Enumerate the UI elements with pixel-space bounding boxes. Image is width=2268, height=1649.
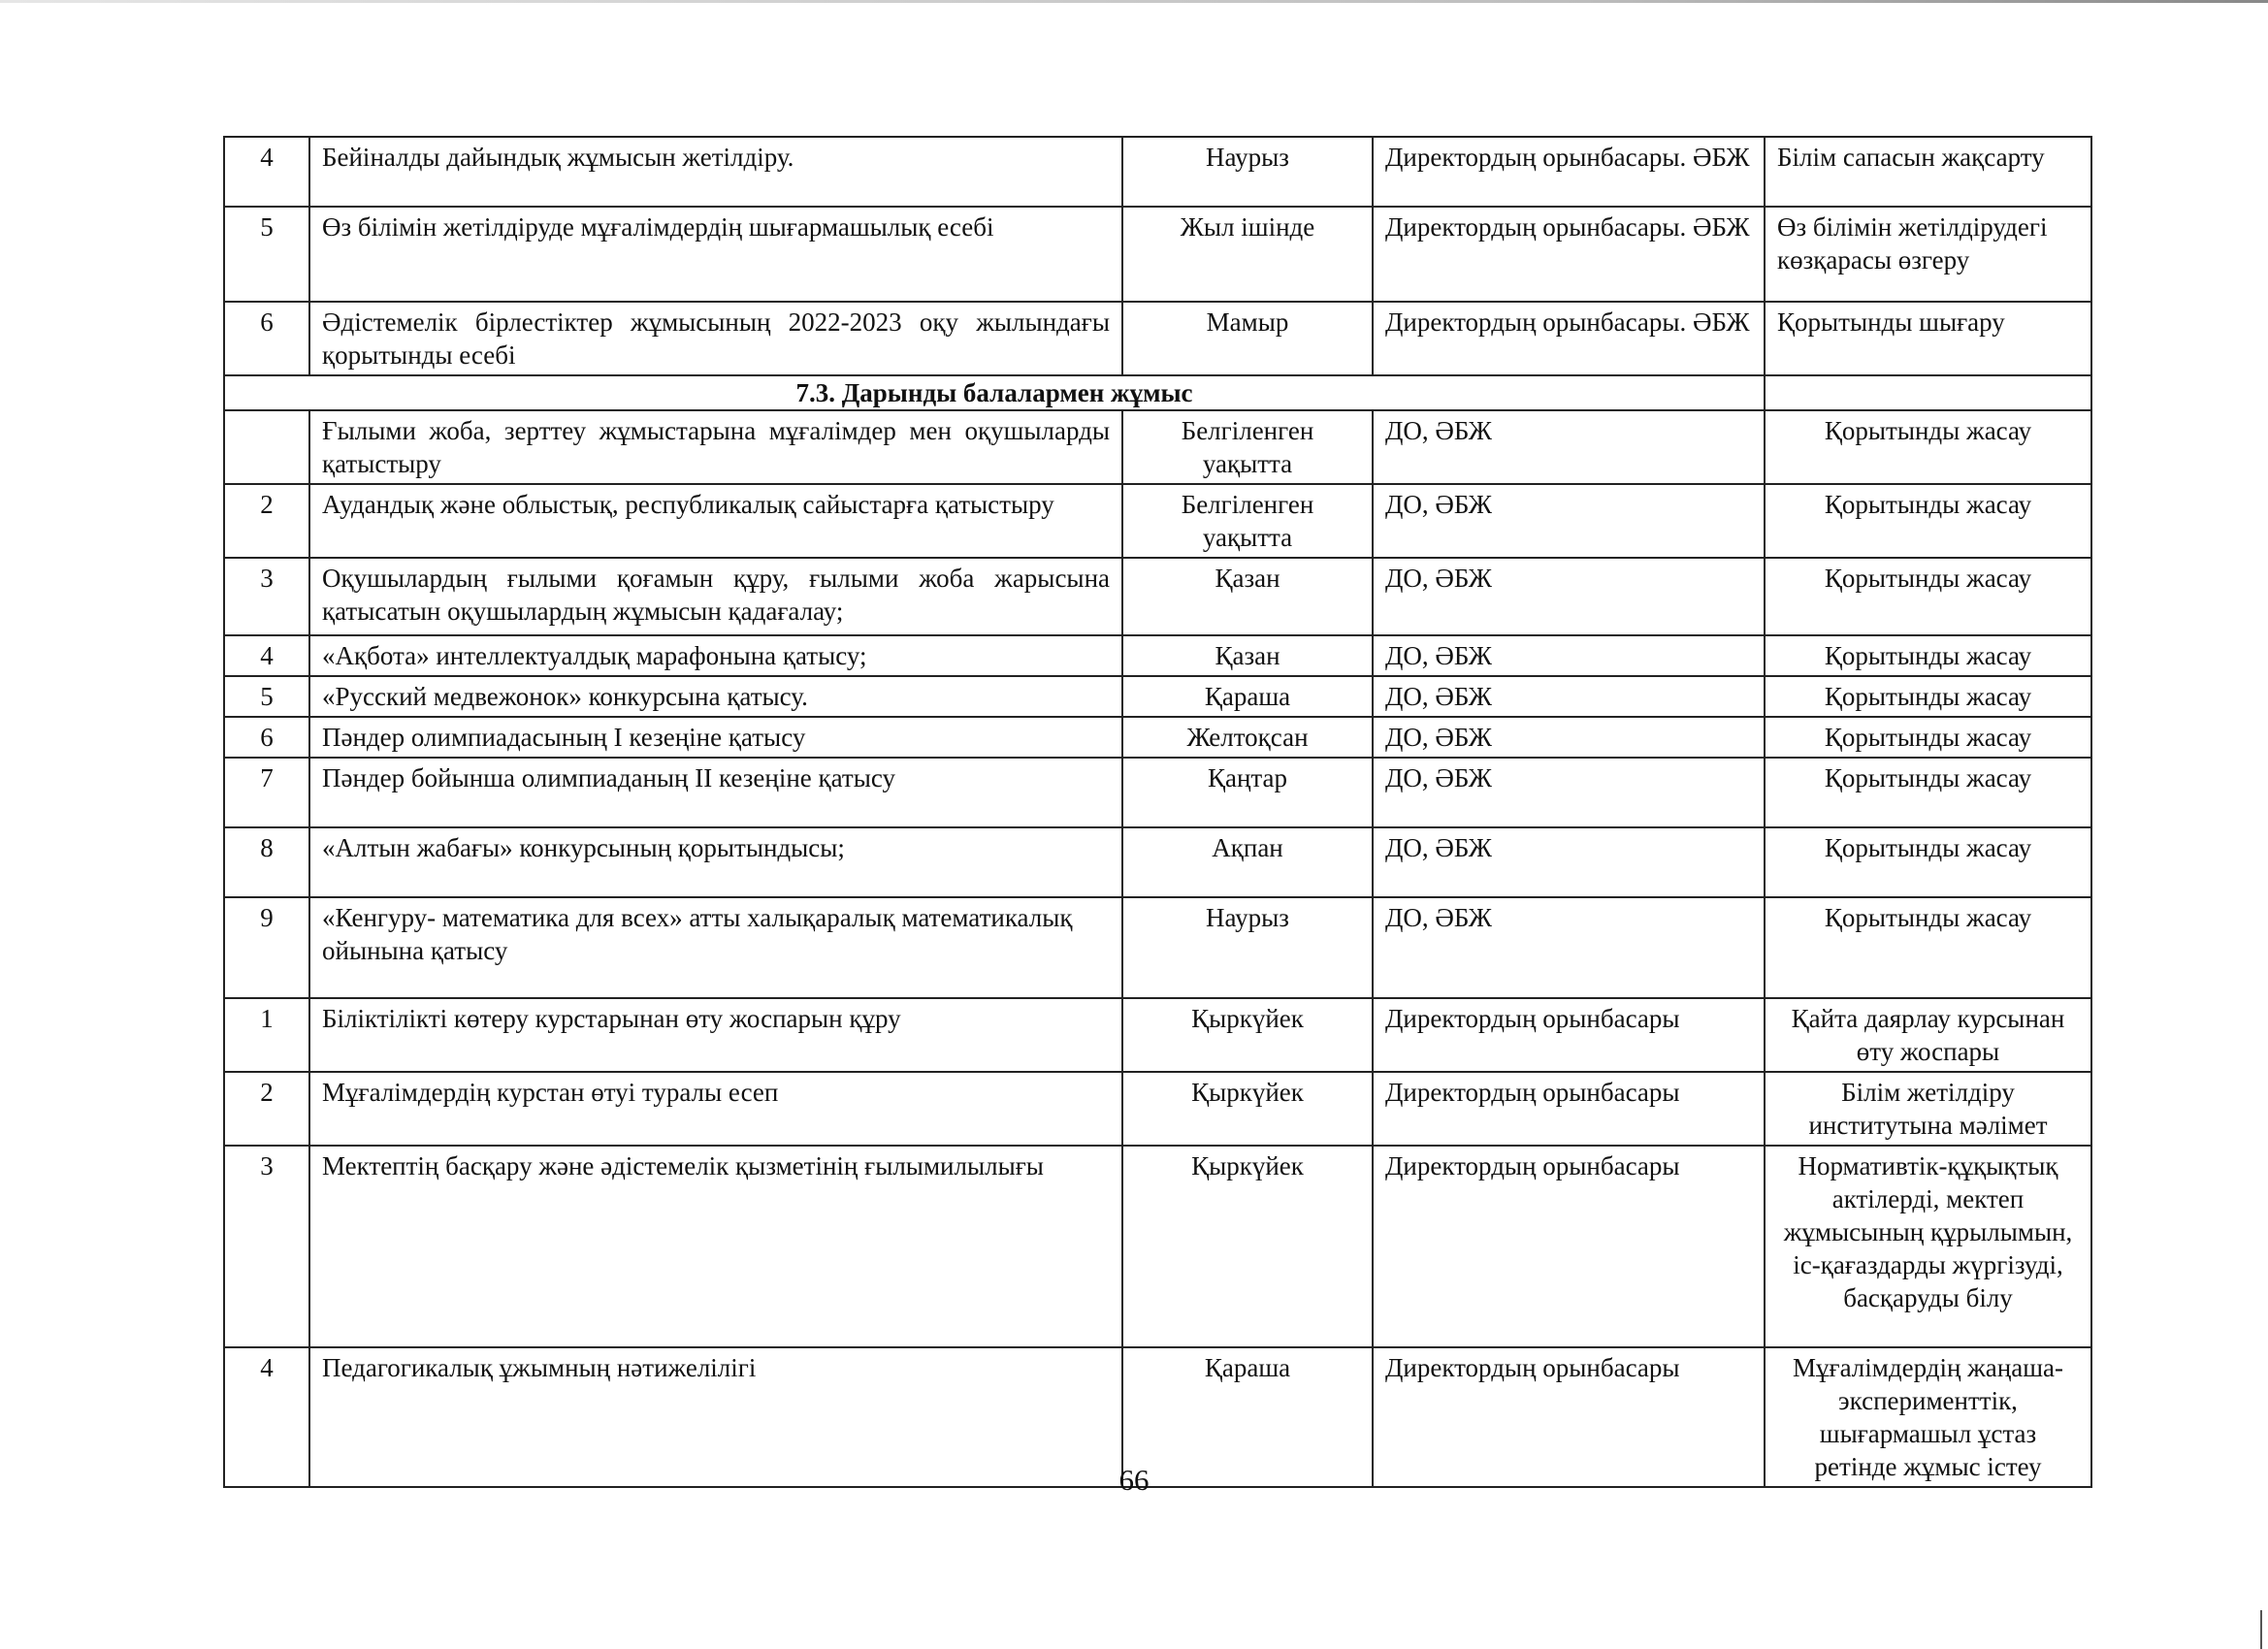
result-cell: Қорытынды жасау [1765, 897, 2091, 998]
result-cell: Қорытынды жасау [1765, 635, 2091, 676]
plan-table [223, 136, 2092, 1488]
row-number: 7 [224, 758, 309, 827]
result-cell: Нормативтік-құқықтық актілерді, мектеп жұмысының құрылымын, іс-қағаздарды жүргізуді, басқаруды білу [1765, 1146, 2091, 1347]
result-cell: Қорытынды жасау [1765, 827, 2091, 897]
time-cell: Мамыр [1122, 302, 1373, 375]
row-number: 8 [224, 827, 309, 897]
section-header-row [224, 375, 2091, 410]
table-row [224, 897, 2091, 998]
result-cell: Өз білімін жетілдірудегі көзқарасы өзгеру [1765, 207, 2091, 302]
responsible-cell: ДО, ӘБЖ [1373, 758, 1765, 827]
time-cell: Белгіленген уақытта [1122, 410, 1373, 484]
time-cell: Қараша [1122, 676, 1373, 717]
time-cell: Наурыз [1122, 137, 1373, 207]
task-cell: «Русский медвежонок» конкурсына қатысу. [309, 676, 1122, 717]
task-cell: Біліктілікті көтеру курстарынан өту жоспарын құру [309, 998, 1122, 1072]
table-row [224, 558, 2091, 635]
result-cell: Білім сапасын жақсарту [1765, 137, 2091, 207]
task-cell: Педагогикалық ұжымның нәтижелілігі [309, 1347, 1122, 1487]
row-number: 3 [224, 558, 309, 635]
table-row [224, 137, 2091, 207]
result-cell: Қорытынды жасау [1765, 558, 2091, 635]
result-cell: Қайта даярлау курсынан өту жоспары [1765, 998, 2091, 1072]
time-cell: Қазан [1122, 635, 1373, 676]
row-number: 5 [224, 207, 309, 302]
row-number: 2 [224, 484, 309, 558]
page-number: 66 [1118, 1463, 1150, 1497]
responsible-cell: Директордың орынбасары. ӘБЖ [1373, 207, 1765, 302]
row-number: 6 [224, 302, 309, 375]
task-cell: «Ақбота» интеллектуалдық марафонына қатысу; [309, 635, 1122, 676]
table-row [224, 410, 2091, 484]
table-row [224, 484, 2091, 558]
responsible-cell: ДО, ӘБЖ [1373, 558, 1765, 635]
responsible-cell: ДО, ӘБЖ [1373, 410, 1765, 484]
result-cell: Қорытынды жасау [1765, 758, 2091, 827]
table-row [224, 207, 2091, 302]
time-cell: Наурыз [1122, 897, 1373, 998]
time-cell: Қараша [1122, 1347, 1373, 1487]
row-number: 4 [224, 635, 309, 676]
row-number [224, 410, 309, 484]
result-cell: Қорытынды жасау [1765, 410, 2091, 484]
task-cell: «Алтын жабағы» конкурсының қорытындысы; [309, 827, 1122, 897]
responsible-cell: ДО, ӘБЖ [1373, 676, 1765, 717]
table-row [224, 635, 2091, 676]
table-row [224, 717, 2091, 758]
responsible-cell: Директордың орынбасары. ӘБЖ [1373, 302, 1765, 375]
responsible-cell: ДО, ӘБЖ [1373, 635, 1765, 676]
time-cell: Жыл ішінде [1122, 207, 1373, 302]
time-cell: Желтоқсан [1122, 717, 1373, 758]
table-row [224, 827, 2091, 897]
responsible-cell: Директордың орынбасары [1373, 998, 1765, 1072]
task-cell: Өз білімін жетілдіруде мұғалімдердің шығармашылық есебі [309, 207, 1122, 302]
task-cell: Мұғалімдердің курстан өтуі туралы есеп [309, 1072, 1122, 1146]
result-cell: Мұғалімдердің жаңаша-эксперименттік, шығармашыл ұстаз ретінде жұмыс істеу [1765, 1347, 2091, 1487]
row-number: 1 [224, 998, 309, 1072]
task-cell: Пәндер олимпиадасының I кезеңіне қатысу [309, 717, 1122, 758]
table-row [224, 676, 2091, 717]
time-cell: Ақпан [1122, 827, 1373, 897]
row-number: 5 [224, 676, 309, 717]
table-row [224, 302, 2091, 375]
responsible-cell: Директордың орынбасары [1373, 1146, 1765, 1347]
responsible-cell: Директордың орынбасары [1373, 1347, 1765, 1487]
responsible-cell: ДО, ӘБЖ [1373, 897, 1765, 998]
time-cell: Қыркүйек [1122, 998, 1373, 1072]
time-cell: Белгіленген уақытта [1122, 484, 1373, 558]
result-cell: Қорытынды шығару [1765, 302, 2091, 375]
row-number: 9 [224, 897, 309, 998]
task-cell: Аудандық және облыстық, республикалық сайыстарға қатыстыру [309, 484, 1122, 558]
table-row [224, 1072, 2091, 1146]
row-number: 6 [224, 717, 309, 758]
responsible-cell: ДО, ӘБЖ [1373, 484, 1765, 558]
task-cell: Оқушылардың ғылыми қоғамын құру, ғылыми жоба жарысына қатысатын оқушылардың жұмысын қадағалау; [309, 558, 1122, 635]
responsible-cell: Директордың орынбасары. ӘБЖ [1373, 137, 1765, 207]
time-cell: Қыркүйек [1122, 1072, 1373, 1146]
scan-top-edge [0, 0, 2268, 3]
time-cell: Қазан [1122, 558, 1373, 635]
task-cell: Пәндер бойынша олимпиаданың II кезеңіне қатысу [309, 758, 1122, 827]
table-row [224, 1146, 2091, 1347]
empty-cell [1765, 375, 2091, 410]
task-cell: Бейіналды дайындық жұмысын жетілдіру. [309, 137, 1122, 207]
table-row [224, 998, 2091, 1072]
row-number: 3 [224, 1146, 309, 1347]
result-cell: Қорытынды жасау [1765, 717, 2091, 758]
task-cell: Мектептің басқару және әдістемелік қызметінің ғылымилылығы [309, 1146, 1122, 1347]
result-cell: Білім жетілдіру институтына мәлімет [1765, 1072, 2091, 1146]
time-cell: Қаңтар [1122, 758, 1373, 827]
responsible-cell: Директордың орынбасары [1373, 1072, 1765, 1146]
task-cell: Ғылыми жоба, зерттеу жұмыстарына мұғалімдер мен оқушыларды қатыстыру [309, 410, 1122, 484]
responsible-cell: ДО, ӘБЖ [1373, 717, 1765, 758]
task-cell: Әдістемелік бірлестіктер жұмысының 2022-2023 оқу жылындағы қорытынды есебі [309, 302, 1122, 375]
scan-edge-mark [2260, 1610, 2262, 1649]
section-title: 7.3. Дарынды балалармен жұмыс [224, 375, 1765, 410]
row-number: 2 [224, 1072, 309, 1146]
row-number: 4 [224, 1347, 309, 1487]
result-cell: Қорытынды жасау [1765, 484, 2091, 558]
responsible-cell: ДО, ӘБЖ [1373, 827, 1765, 897]
table-row [224, 758, 2091, 827]
result-cell: Қорытынды жасау [1765, 676, 2091, 717]
task-cell: «Кенгуру- математика для всех» атты халықаралық математикалық ойынына қатысу [309, 897, 1122, 998]
row-number: 4 [224, 137, 309, 207]
time-cell: Қыркүйек [1122, 1146, 1373, 1347]
